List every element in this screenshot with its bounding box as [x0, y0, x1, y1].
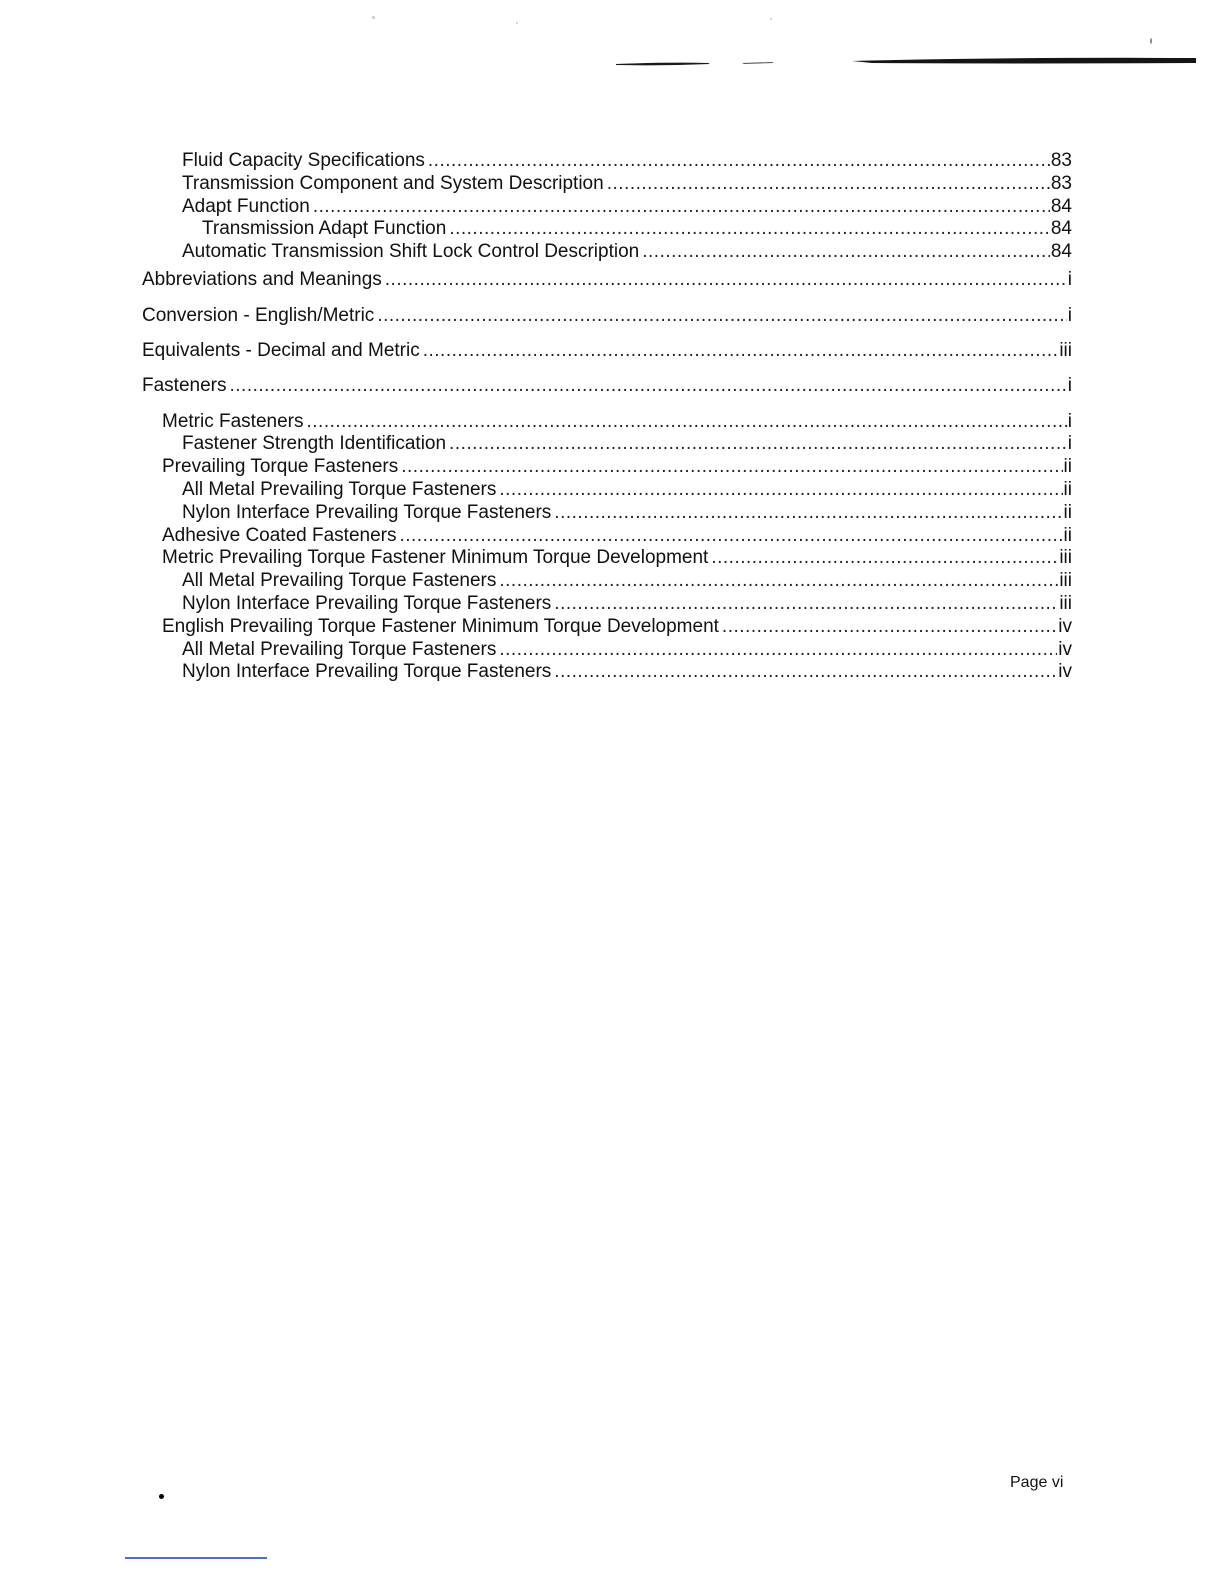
toc-entry[interactable]: [142, 479, 1072, 502]
toc-entry-page: i: [1067, 410, 1072, 432]
toc-entry-title: Nylon Interface Prevailing Torque Fasteners: [182, 501, 552, 523]
toc-dot-leader: [399, 525, 1062, 548]
scan-dot: [159, 1494, 164, 1499]
toc-entry[interactable]: [142, 456, 1072, 479]
toc-entry[interactable]: [142, 241, 1072, 264]
toc-section-entry[interactable]: [142, 269, 1072, 292]
toc-entry-page: 83: [1050, 172, 1072, 194]
toc-dot-leader: [377, 305, 1066, 328]
toc-entry-title: All Metal Prevailing Torque Fasteners: [182, 570, 497, 592]
toc-dot-leader: [607, 173, 1050, 196]
toc-entry-page: ii: [1063, 456, 1072, 478]
toc-entry-page: 84: [1050, 241, 1072, 263]
toc-dot-leader: [401, 456, 1062, 479]
toc-entry-title: Fastener Strength Identification: [182, 433, 447, 455]
toc-entry[interactable]: [142, 173, 1072, 196]
toc-entry-page: ii: [1063, 501, 1072, 523]
toc-entry-page: i: [1067, 304, 1072, 326]
toc-entry-title: Fluid Capacity Specifications: [182, 150, 425, 171]
toc-entry[interactable]: [142, 525, 1072, 548]
toc-dot-leader: [711, 547, 1058, 570]
toc-dot-leader: [229, 375, 1066, 398]
toc-dot-leader: [313, 196, 1050, 219]
toc-entry[interactable]: [142, 502, 1072, 525]
toc-entry-page: iv: [1058, 615, 1072, 637]
toc-entry-title: Transmission Adapt Function: [202, 218, 447, 240]
toc-entry-title: Adapt Function: [182, 195, 310, 217]
toc-entry[interactable]: [142, 639, 1072, 662]
toc-dot-leader: [385, 269, 1067, 292]
toc-entry-page: i: [1067, 269, 1072, 291]
toc-section-entry[interactable]: [142, 375, 1072, 398]
toc-dot-leader: [449, 433, 1067, 456]
toc-entry[interactable]: [142, 570, 1072, 593]
toc-entry-page: ii: [1063, 524, 1072, 546]
toc-entry-title: Prevailing Torque Fasteners: [162, 456, 399, 478]
toc-entry-title: All Metal Prevailing Torque Fasteners: [182, 479, 497, 501]
toc-entry-page: i: [1067, 433, 1072, 455]
bottom-rule: [125, 1557, 267, 1559]
toc-entry-title: Adhesive Coated Fasteners: [162, 524, 397, 546]
toc-entry-page: iii: [1059, 547, 1072, 569]
toc-entry-page: i: [1067, 375, 1072, 397]
toc-entry-title: English Prevailing Torque Fastener Minimum Torque Development: [162, 615, 719, 637]
toc-dot-leader: [306, 411, 1066, 434]
toc-entry-page: 84: [1050, 195, 1072, 217]
toc-entry[interactable]: [142, 150, 1072, 173]
toc-entry-title: Nylon Interface Prevailing Torque Fasteners: [182, 661, 552, 683]
toc-entry-page: ii: [1063, 479, 1072, 501]
toc-entry[interactable]: [142, 547, 1072, 570]
toc-entry-page: 83: [1050, 150, 1072, 171]
toc-entry[interactable]: [142, 411, 1072, 434]
toc-dot-leader: [554, 593, 1058, 616]
toc-entry-page: iii: [1059, 570, 1072, 592]
toc-entry-title: Fasteners: [142, 375, 227, 397]
toc-entry-title: Metric Prevailing Torque Fastener Minimum Torque Development: [162, 547, 709, 569]
toc-entry-page: 84: [1050, 218, 1072, 240]
toc-entry-page: iv: [1058, 661, 1072, 683]
scan-speck: [516, 22, 518, 24]
toc-dot-leader: [499, 639, 1057, 662]
toc-entry[interactable]: [142, 433, 1072, 456]
toc-dot-leader: [722, 616, 1057, 639]
toc-dot-leader: [423, 340, 1059, 363]
scan-speck: [770, 18, 772, 20]
toc-entry-title: Abbreviations and Meanings: [142, 269, 382, 291]
scan-speck: [1150, 38, 1152, 44]
toc-dot-leader: [554, 661, 1057, 684]
scan-streak: [612, 54, 1198, 70]
toc-section-entry[interactable]: [142, 340, 1072, 363]
scan-speck: [372, 16, 375, 19]
toc-entry-title: Automatic Transmission Shift Lock Control Description: [182, 241, 640, 263]
toc-entry-title: Nylon Interface Prevailing Torque Fasteners: [182, 593, 552, 615]
toc-entry-page: iv: [1058, 638, 1072, 660]
toc-dot-leader: [642, 241, 1050, 264]
toc-dot-leader: [499, 479, 1062, 502]
toc-entry-title: Equivalents - Decimal and Metric: [142, 340, 420, 362]
toc-dot-leader: [499, 570, 1058, 593]
toc-dot-leader: [554, 502, 1062, 525]
toc-entry-title: All Metal Prevailing Torque Fasteners: [182, 638, 497, 660]
toc-entry-title: Conversion - English/Metric: [142, 304, 375, 326]
toc-entry[interactable]: [142, 218, 1072, 241]
toc-entry-page: iii: [1059, 593, 1072, 615]
toc-entry[interactable]: [142, 616, 1072, 639]
toc-entry-page: iii: [1059, 340, 1072, 362]
toc-entry[interactable]: [142, 196, 1072, 219]
toc-entry-title: Metric Fasteners: [162, 410, 304, 432]
toc-entry[interactable]: [142, 593, 1072, 616]
table-of-contents: [142, 150, 1072, 684]
page-number: Page vi: [1010, 1474, 1064, 1491]
toc-entry-title: Transmission Component and System Description: [182, 172, 604, 194]
toc-entry[interactable]: [142, 661, 1072, 684]
toc-dot-leader: [449, 218, 1050, 241]
toc-dot-leader: [428, 150, 1050, 173]
toc-section-entry[interactable]: [142, 305, 1072, 328]
